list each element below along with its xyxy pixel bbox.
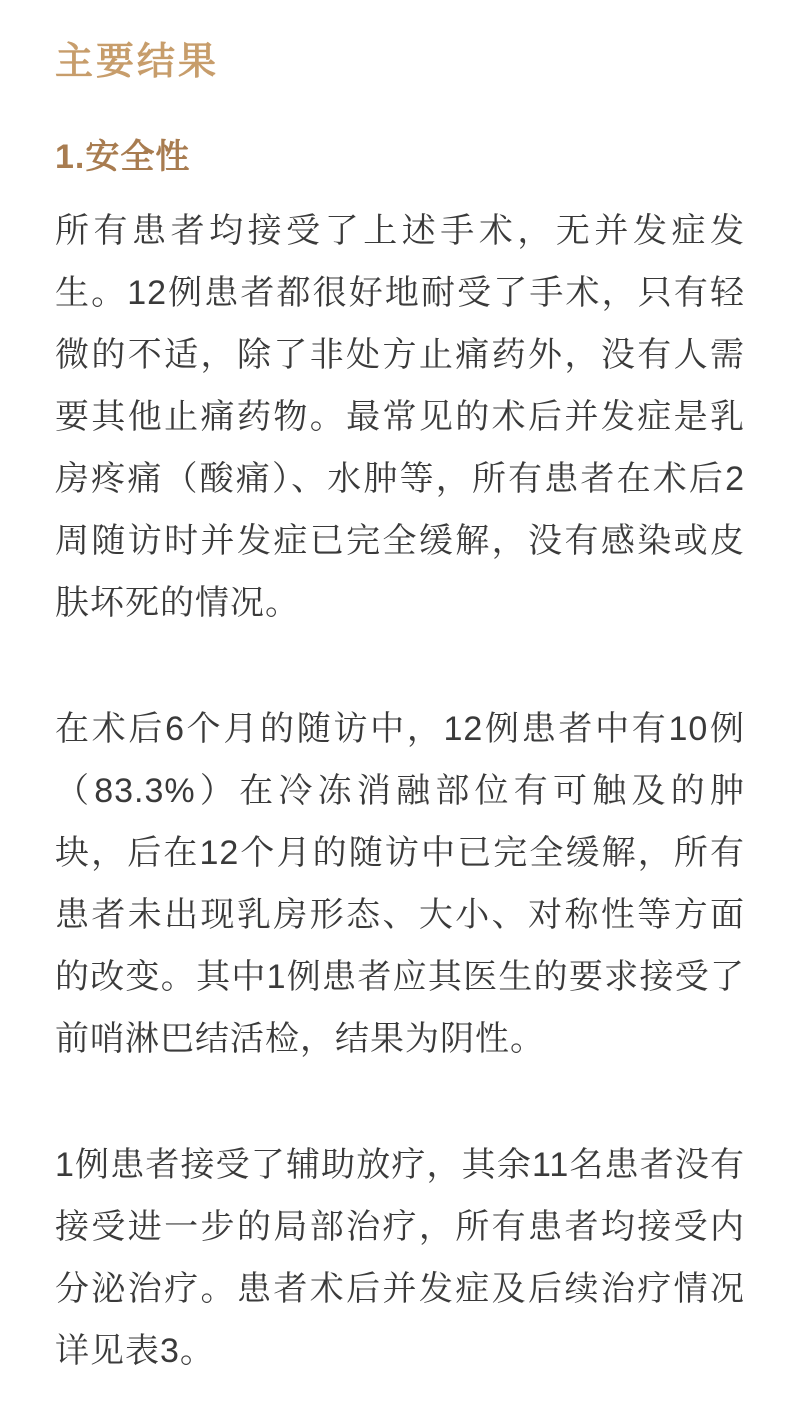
- paragraph-adjuvant-treatment: 1例患者接受了辅助放疗，其余11名患者没有接受进一步的局部治疗，所有患者均接受内分泌治疗。患者术后并发症及后续治疗情况详见表3。: [55, 1146, 745, 1370]
- page-title: 主要结果: [55, 38, 220, 83]
- paragraph-surgery-tolerance: 所有患者均接受了上述手术，无并发症发生。12例患者都很好地耐受了手术，只有轻微的不适，除了非处方止痛药外，没有人需要其他止痛药物。最常见的术后并发症是乳房疼痛（酸痛）、水肿等，所有患者在术后2周随访时并发症已完全缓解，没有感染或皮肤坏死的情况。: [55, 212, 745, 622]
- paragraph-followup-results: 在术后6个月的随访中，12例患者中有10例（83.3%）在冷冻消融部位有可触及的肿块，后在12个月的随访中已完全缓解，所有患者未出现乳房形态、大小、对称性等方面的改变。其中1例患者应其医生的要求接受了前哨淋巴结活检，结果为阴性。: [55, 710, 745, 1058]
- section-heading-safety: 1.安全性: [55, 138, 191, 176]
